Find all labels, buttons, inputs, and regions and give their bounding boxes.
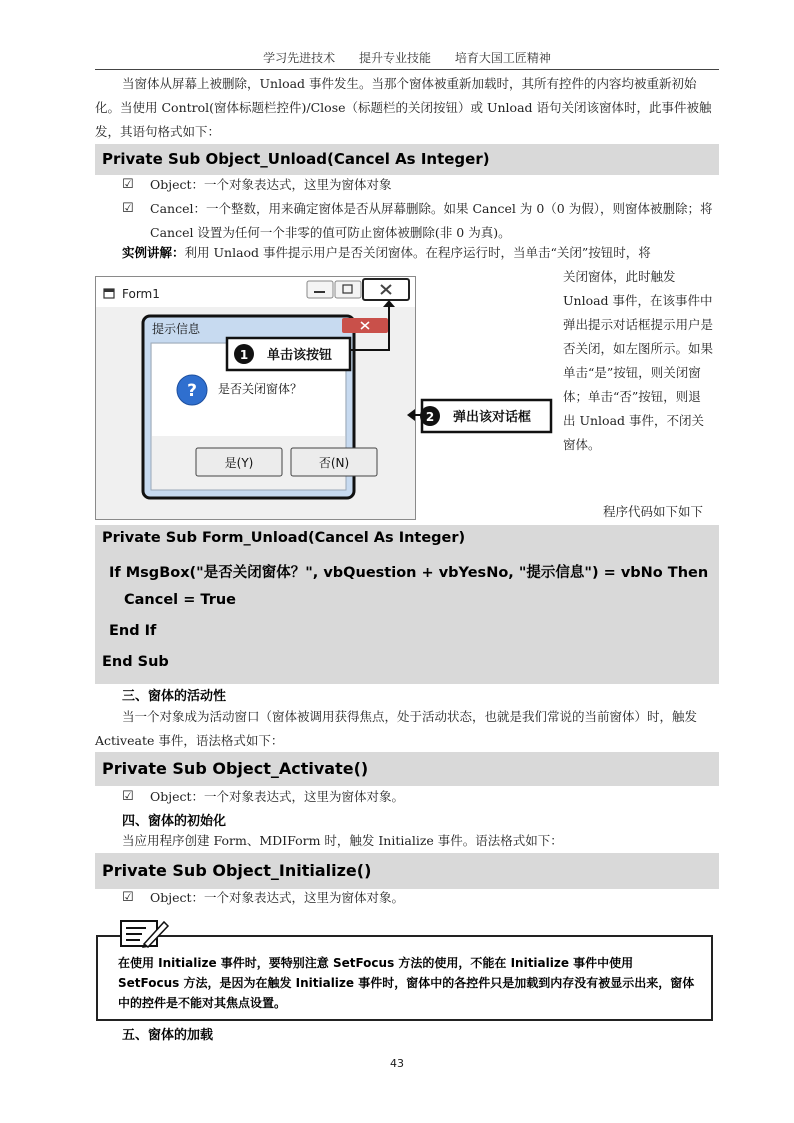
dialog-message: 是否关闭窗体？ (218, 382, 303, 396)
note-box (96, 935, 713, 1021)
example-text: 利用 Unlaod 事件提示用户是否关闭窗体。在程序运行时，当单击“关闭”按钮时，将 (184, 245, 651, 260)
activate-param (122, 785, 719, 809)
form-title: Form1 (122, 287, 160, 301)
question-mark: ? (187, 381, 197, 401)
unload-param-object (122, 173, 719, 197)
code-line-4: End If (109, 623, 157, 639)
initialize-param (122, 886, 719, 910)
activate-syntax: Private Sub Object_Activate() (95, 752, 719, 786)
load-heading: 五、窗体的加载 (122, 1028, 214, 1043)
dialog-title: 提示信息 (152, 322, 201, 336)
initialize-syntax: Private Sub Object_Initialize() (95, 853, 719, 889)
checked-box-icon: ☑ (122, 789, 134, 804)
callout-1-number: 1 (239, 348, 249, 362)
page-header (95, 49, 719, 70)
unload-code-block (95, 525, 719, 684)
page-number: 43 (390, 1057, 404, 1070)
note-text: 在使用 Initialize 事件时，要特别注意 SetFocus 方法的使用，不能在 Initialize 事件中使用 SetFocus 方法，是因为在触发 Initialize 事件时，窗体中的各控件只是加载到内存没有被显示出来，窗体中的控件是不能对其焦点设置。 (118, 956, 695, 1010)
param-text: Object：一个对象表达式，这里为窗体对象。 (150, 789, 405, 804)
initialize-heading: 四、窗体的初始化 (122, 814, 227, 829)
example-side-text: 关闭窗体，此时触发 Unload 事件，在该事件中弹出提示对话框提示用户是否关闭，如左图所示。如果单击“是”按钮，则关闭窗体；单击“否”按钮，则退出 Unload 事件，不闭关窗体。 (563, 269, 714, 452)
header-right: 培育大国工匠精神 (454, 51, 551, 65)
example-line (122, 241, 719, 265)
note-pencil-icon (120, 918, 170, 948)
param-text: Object：一个对象表达式，这里为窗体对象 (150, 177, 392, 192)
callout-2-number: 2 (425, 410, 435, 424)
intro-paragraph: 当窗体从屏幕上被删除，Unload 事件发生。当那个窗体被重新加载时，其所有控件的内容均被重新初始化。当使用 Control(窗体标题栏控件)/Close（标题栏的关闭按钮）或 Unload 语句关闭该窗体时，此事件被触发，其语句格式如下： (95, 76, 712, 139)
header-left: 学习先进技术 (263, 51, 336, 65)
code-line-2: If MsgBox("是否关闭窗体？", vbQuestion + vbYesNo, "提示信息") = vbNo Then (109, 565, 709, 581)
code-caption: 程序代码如下如下 (602, 504, 703, 519)
code-line-1: Private Sub Form_Unload(Cancel As Integer) (102, 530, 466, 546)
activate-paragraph: 当一个对象成为活动窗口（窗体被调用获得焦点，处于活动状态，也就是我们常说的当前窗体）时，触发 Activeate 事件，语法格式如下： (95, 709, 698, 748)
no-button-label: 否(N) (318, 456, 350, 470)
param-text: Object：一个对象表达式，这里为窗体对象。 (150, 890, 405, 905)
callout-1-text: 单击该按钮 (267, 348, 333, 363)
unload-syntax: Private Sub Object_Unload(Cancel As Integer) (95, 144, 719, 175)
initialize-paragraph: 当应用程序创建 Form、MDIForm 时，触发 Initialize 事件。语法格式如下： (122, 833, 563, 848)
maximize-button[interactable] (335, 281, 361, 298)
minimize-icon (314, 291, 325, 293)
checked-box-icon: ☑ (122, 890, 134, 905)
arrow-left-icon (407, 409, 415, 421)
figure-svg (95, 276, 416, 520)
header-middle: 提升专业技能 (358, 51, 431, 65)
callout-2 (405, 395, 555, 435)
code-line-3: Cancel = True (124, 592, 236, 608)
checked-box-icon: ☑ (122, 177, 134, 192)
checked-box-icon: ☑ (122, 201, 134, 216)
yes-button-label: 是(Y) (224, 456, 254, 470)
dialog-figure (95, 276, 416, 520)
minimize-button[interactable] (307, 281, 333, 298)
example-label: 实例讲解： (122, 245, 185, 260)
code-line-5: End Sub (102, 654, 169, 670)
param-text: Cancel：一个整数，用来确定窗体是否从屏幕删除。如果 Cancel 为 0（0 为假），则窗体被删除；将 Cancel 设置为任何一个非零的值可防止窗体被删除(非 0 为真)。 (150, 201, 713, 240)
activate-heading: 三、窗体的活动性 (122, 689, 227, 704)
unload-param-cancel (122, 197, 719, 245)
callout-2-text: 弹出该对话框 (453, 410, 532, 425)
